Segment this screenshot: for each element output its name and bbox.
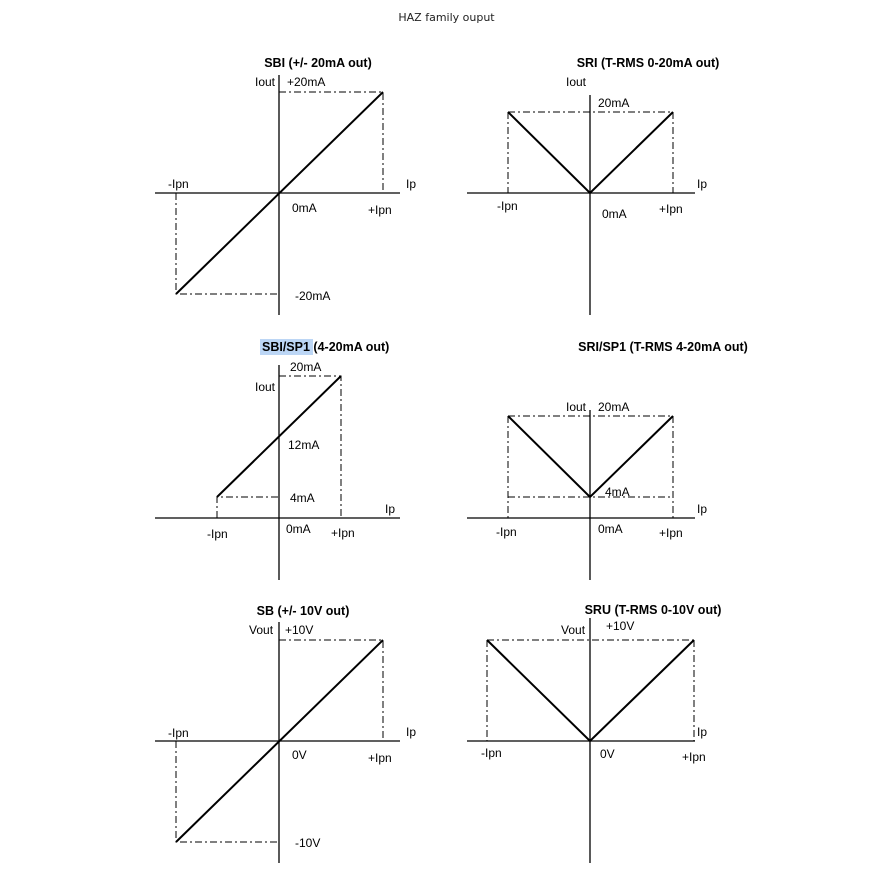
- panel-title: [262, 340, 389, 354]
- neg-ipn-label: -Ipn: [168, 726, 189, 740]
- pos-ipn-label: +Ipn: [682, 750, 706, 764]
- y-axis-label: Iout: [566, 75, 587, 89]
- low-value-label: 4mA: [605, 485, 630, 499]
- x-axis-label: Ip: [697, 502, 708, 516]
- panel-title: SRI/SP1 (T-RMS 4-20mA out): [578, 340, 748, 354]
- panel-title: SRI (T-RMS 0-20mA out): [576, 56, 720, 70]
- origin-value-label: 0mA: [602, 207, 627, 221]
- neg-ipn-label: -Ipn: [497, 199, 518, 213]
- min-level-guide: [217, 497, 279, 518]
- low-value-label: 4mA: [290, 491, 315, 505]
- mid-value-label: 12mA: [288, 438, 320, 452]
- top-value-label: +10V: [606, 619, 635, 633]
- neg-ipn-label: -Ipn: [481, 746, 502, 760]
- y-axis-label: Iout: [566, 400, 587, 414]
- panel-sru: [467, 603, 721, 863]
- bottom-value-label: -10V: [295, 836, 321, 850]
- y-axis-label: Iout: [255, 380, 276, 394]
- x-axis-label: Ip: [406, 177, 417, 191]
- top-value-label: +10V: [285, 623, 314, 637]
- page-title: HAZ family ouput: [398, 11, 495, 24]
- y-axis-label: Iout: [255, 75, 276, 89]
- title-highlighted-part: SBI/SP1: [262, 340, 310, 354]
- panel-title: SRU (T-RMS 0-10V out): [584, 603, 722, 617]
- top-value-label: +20mA: [287, 75, 326, 89]
- top-value-label: 20mA: [598, 400, 630, 414]
- origin-value-label: 0V: [292, 748, 307, 762]
- panel-title: SB (+/- 10V out): [256, 604, 350, 618]
- panel-sbi-sp1: [155, 339, 400, 580]
- panel-title: SBI (+/- 20mA out): [264, 56, 372, 70]
- neg-ipn-label: -Ipn: [168, 177, 189, 191]
- x-axis-label: Ip: [697, 177, 708, 191]
- y-axis-label: Vout: [249, 623, 274, 637]
- top-value-label: 20mA: [598, 96, 630, 110]
- origin-value-label: 0mA: [292, 201, 317, 215]
- neg-ipn-label: -Ipn: [207, 527, 228, 541]
- panel-sri: [467, 56, 719, 315]
- origin-value-label: 0V: [600, 747, 615, 761]
- top-value-label: 20mA: [290, 360, 322, 374]
- pos-ipn-label: +Ipn: [368, 751, 392, 765]
- panel-sri-sp1: [467, 340, 748, 580]
- x-axis-label: Ip: [385, 502, 396, 516]
- bottom-value-label: -20mA: [295, 289, 331, 303]
- panel-sbi: [155, 56, 416, 315]
- origin-value-label: 0mA: [598, 522, 623, 536]
- x-axis-label: Ip: [406, 725, 417, 739]
- origin-value-label: 0mA: [286, 522, 311, 536]
- pos-ipn-label: +Ipn: [659, 526, 683, 540]
- pos-ipn-label: +Ipn: [331, 526, 355, 540]
- title-rest: (4-20mA out): [309, 340, 390, 354]
- pos-ipn-label: +Ipn: [659, 202, 683, 216]
- pos-ipn-label: +Ipn: [368, 203, 392, 217]
- y-axis-label: Vout: [561, 623, 586, 637]
- neg-ipn-label: -Ipn: [496, 525, 517, 539]
- panel-sb: [155, 604, 416, 863]
- x-axis-label: Ip: [697, 725, 708, 739]
